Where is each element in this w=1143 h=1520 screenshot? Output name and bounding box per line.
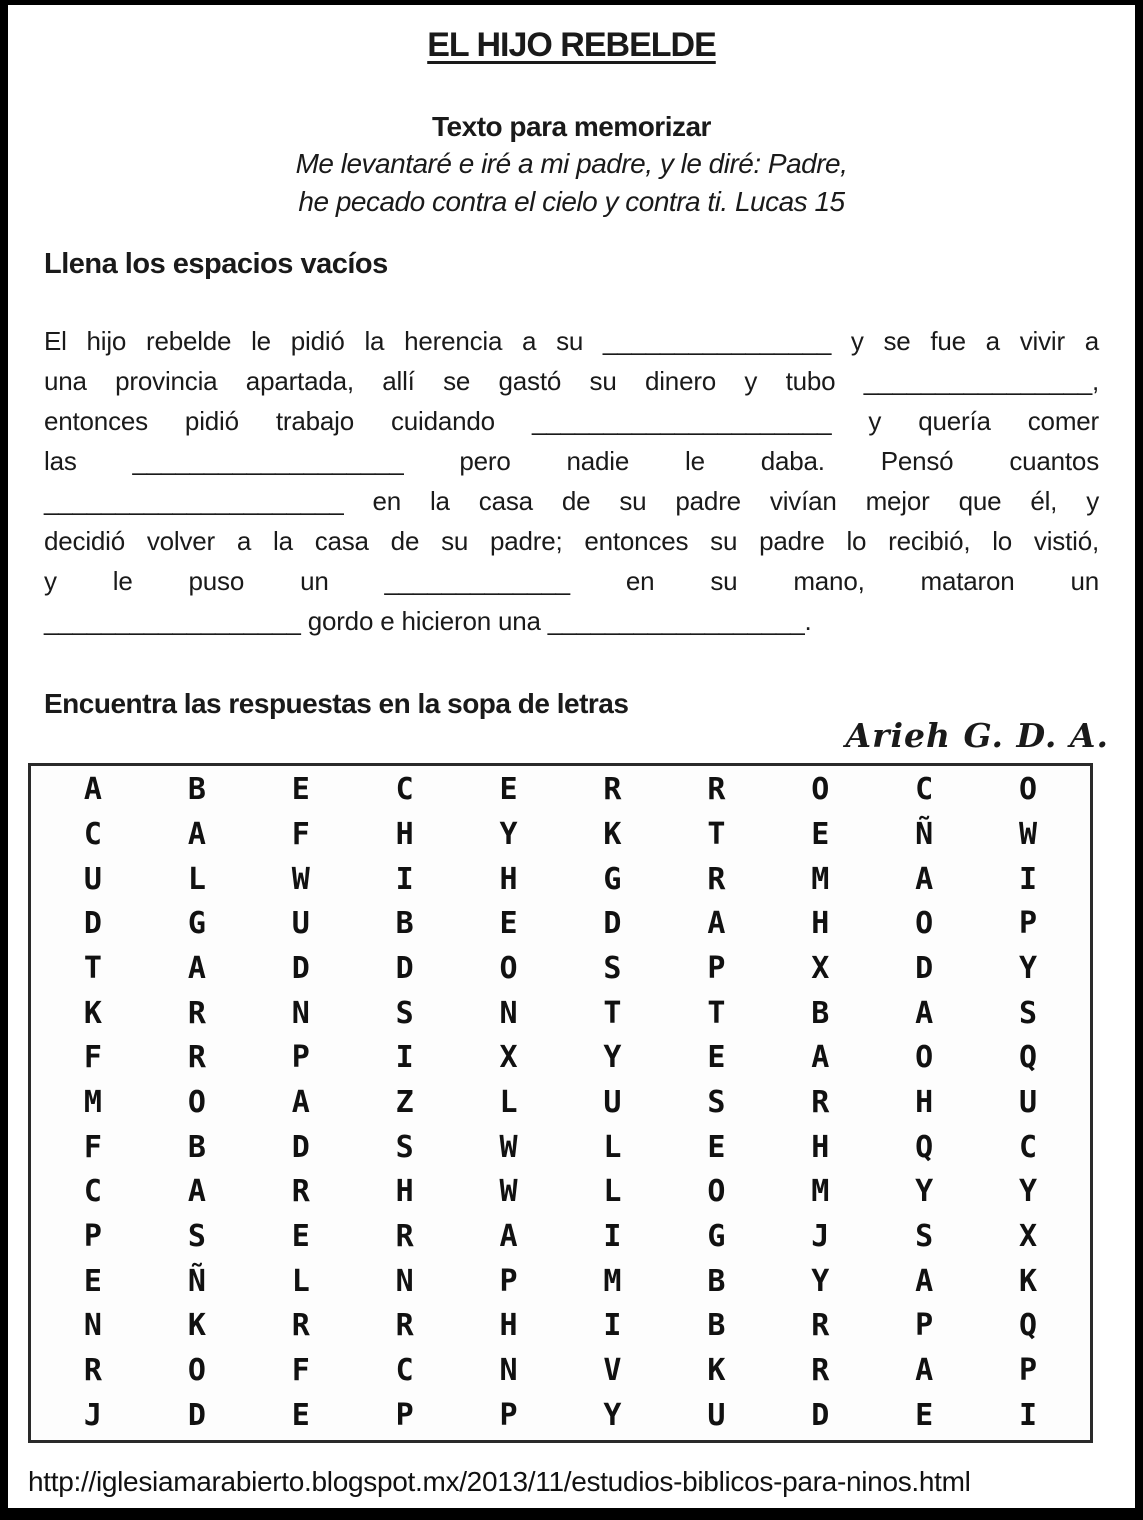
grid-cell: L [291,1263,310,1299]
grid-cell: P [499,1263,518,1299]
fill-line: y le puso un _____________ en su mano, mataron un [44,566,1099,596]
memorize-heading: Texto para memorizar [432,111,711,142]
memorize-section [30,109,1113,221]
grid-cell: E [291,1218,310,1254]
grid-cell: O [811,772,830,808]
grid-cell: P [1019,906,1038,942]
grid-cell: A [187,1174,206,1210]
fill-blanks-paragraph [44,321,1099,641]
grid-cell: E [811,816,830,852]
grid-cell: T [707,995,726,1031]
grid-cell: E [707,1040,726,1076]
grid-cell: H [499,861,518,897]
grid-cell: E [83,1263,102,1299]
grid-cell: P [707,950,726,986]
grid-cell: R [83,1352,102,1388]
grid-cell: C [83,1174,102,1210]
grid-cell: W [499,1174,518,1210]
grid-cell: B [707,1263,726,1299]
grid-cell: Ñ [187,1263,206,1299]
grid-cell: R [707,772,726,808]
grid-cell: Y [603,1040,622,1076]
fill-line: El hijo rebelde le pidió la herencia a su ________________ y se fue a vivir a [44,326,1099,356]
grid-cell: R [811,1308,830,1344]
grid-cell: H [499,1308,518,1344]
grid-cell: C [395,1352,414,1388]
grid-cell: A [707,906,726,942]
grid-cell: R [291,1308,310,1344]
fill-line: decidió volver a la casa de su padre; entonces su padre lo recibió, lo vistió, [44,526,1099,556]
grid-cell: Y [1019,950,1038,986]
grid-cell: Y [811,1263,830,1299]
grid-cell: J [811,1218,830,1254]
grid-cell: Q [1019,1308,1038,1344]
grid-cell: Y [603,1397,622,1433]
grid-cell: X [811,950,830,986]
grid-cell: Y [499,816,518,852]
grid-cell: S [395,995,414,1031]
fill-line: _____________________ en la casa de su padre vivían mejor que él, y [44,486,1099,516]
grid-cell: P [915,1308,934,1344]
grid-cell: L [187,861,206,897]
grid-cell: P [1019,1352,1038,1388]
grid-cell: H [395,1174,414,1210]
grid-cell: N [499,1352,518,1388]
grid-cell: E [707,1129,726,1165]
fill-blanks-heading: Llena los espacios vacíos [44,248,388,280]
grid-cell: I [603,1218,622,1254]
grid-cell: K [187,1308,206,1344]
grid-cell: R [187,1040,206,1076]
grid-cell: T [83,950,102,986]
grid-cell: I [395,1040,414,1076]
grid-cell: G [187,906,206,942]
grid-cell: D [187,1397,206,1433]
grid-cell: A [499,1218,518,1254]
grid-cell: R [291,1174,310,1210]
grid-cell: D [915,950,934,986]
grid-cell: E [499,772,518,808]
fill-line: una provincia apartada, allí se gastó su dinero y tubo ________________, [44,366,1099,396]
grid-cell: U [707,1397,726,1433]
grid-cell: C [1019,1129,1038,1165]
grid-cell: A [187,816,206,852]
grid-cell: A [915,1263,934,1299]
grid-cell: N [499,995,518,1031]
grid-cell: A [915,995,934,1031]
grid-cell: K [1019,1263,1038,1299]
grid-cell: R [811,1352,830,1388]
grid-cell: E [499,906,518,942]
grid-cell: Y [1019,1174,1038,1210]
grid-cell: Z [395,1084,414,1120]
grid-cell: H [811,906,830,942]
grid-cell: I [603,1308,622,1344]
grid-cell: O [915,1040,934,1076]
grid-cell: G [707,1218,726,1254]
wordsearch-heading: Encuentra las respuestas en la sopa de letras [44,688,629,719]
grid-cell: N [83,1308,102,1344]
grid-cell: B [707,1308,726,1344]
grid-cell: L [603,1129,622,1165]
grid-cell: B [811,995,830,1031]
grid-cell: B [395,906,414,942]
grid-cell: A [915,861,934,897]
grid-cell: A [915,1352,934,1388]
grid-cell: E [291,772,310,808]
grid-cell: K [83,995,102,1031]
grid-cell: O [187,1352,206,1388]
grid-cell: M [811,861,830,897]
grid-cell: O [915,906,934,942]
grid-cell: G [603,861,622,897]
grid-cell: P [395,1397,414,1433]
memory-verse-line-1: Me levantaré e iré a mi padre, y le diré: Padre, [295,148,848,179]
grid-cell: U [1019,1084,1038,1120]
grid-cell: U [83,861,102,897]
grid-cell: W [1019,816,1038,852]
page-title: EL HIJO REBELDE [427,26,716,64]
grid-cell: D [603,906,622,942]
grid-cell: X [499,1040,518,1076]
grid-cell: H [915,1084,934,1120]
grid-cell: U [603,1084,622,1120]
grid-cell: N [395,1263,414,1299]
grid-cell: H [811,1129,830,1165]
grid-cell: C [915,772,934,808]
grid-cell: K [707,1352,726,1388]
grid-cell: C [83,816,102,852]
grid-cell: A [291,1084,310,1120]
grid-cell: I [1019,861,1038,897]
grid-cell: B [187,772,206,808]
grid-cell: M [83,1084,102,1120]
grid-cell: O [1019,772,1038,808]
grid-cell: A [811,1040,830,1076]
fill-line: las ___________________ pero nadie le daba. Pensó cuantos [44,446,1099,476]
grid-cell: P [83,1218,102,1254]
grid-cell: R [811,1084,830,1120]
grid-cell: O [187,1084,206,1120]
grid-cell: Q [1019,1040,1038,1076]
grid-cell: C [395,772,414,808]
grid-cell: M [811,1174,830,1210]
grid-cell: S [1019,995,1038,1031]
grid-cell: S [603,950,622,986]
grid-cell: W [291,861,310,897]
grid-cell: A [83,772,102,808]
grid-cell: L [603,1174,622,1210]
grid-cell: M [603,1263,622,1299]
grid-cell: S [395,1129,414,1165]
fill-line: __________________ gordo e hicieron una __________________. [44,606,812,636]
grid-cell: D [291,1129,310,1165]
grid-cell: D [291,950,310,986]
grid-cell: O [707,1174,726,1210]
grid-cell: H [395,816,414,852]
grid-cell: S [187,1218,206,1254]
grid-cell: S [707,1084,726,1120]
wordsearch-grid [28,763,1093,1443]
grid-cell: E [915,1397,934,1433]
memory-verse-line-2: he pecado contra el cielo y contra ti. Lucas 15 [298,186,845,217]
grid-cell: R [395,1308,414,1344]
grid-cell: I [395,861,414,897]
author-signature: Arieh G. D. A. [845,716,1109,755]
grid-cell: Ñ [915,816,934,852]
fill-line: entonces pidió trabajo cuidando _____________________ y quería comer [44,406,1099,436]
grid-cell: Q [915,1129,934,1165]
grid-cell: L [499,1084,518,1120]
grid-cell: Y [915,1174,934,1210]
grid-cell: D [83,906,102,942]
grid-cell: E [291,1397,310,1433]
grid-cell: R [707,861,726,897]
grid-cell: P [291,1040,310,1076]
grid-cell: R [395,1218,414,1254]
grid-cell: F [83,1040,102,1076]
grid-cell: V [603,1352,622,1388]
grid-cell: R [187,995,206,1031]
grid-cell: I [1019,1397,1038,1433]
grid-cell: T [707,816,726,852]
grid-cell: F [83,1129,102,1165]
grid-cell: S [915,1218,934,1254]
grid-cell: T [603,995,622,1031]
grid-cell: K [603,816,622,852]
grid-cell: X [1019,1218,1038,1254]
source-url: http://iglesiamarabierto.blogspot.mx/2013/11/estudios-biblicos-para-ninos.html [28,1466,971,1497]
grid-cell: F [291,816,310,852]
grid-cell: U [291,906,310,942]
grid-cell: D [811,1397,830,1433]
grid-cell: N [291,995,310,1031]
grid-cell: F [291,1352,310,1388]
grid-cell: O [499,950,518,986]
grid-cell: R [603,772,622,808]
grid-cell: B [187,1129,206,1165]
grid-cell: W [499,1129,518,1165]
grid-cell: J [83,1397,102,1433]
grid-cell: P [499,1397,518,1433]
grid-cell: D [395,950,414,986]
grid-cell: A [187,950,206,986]
